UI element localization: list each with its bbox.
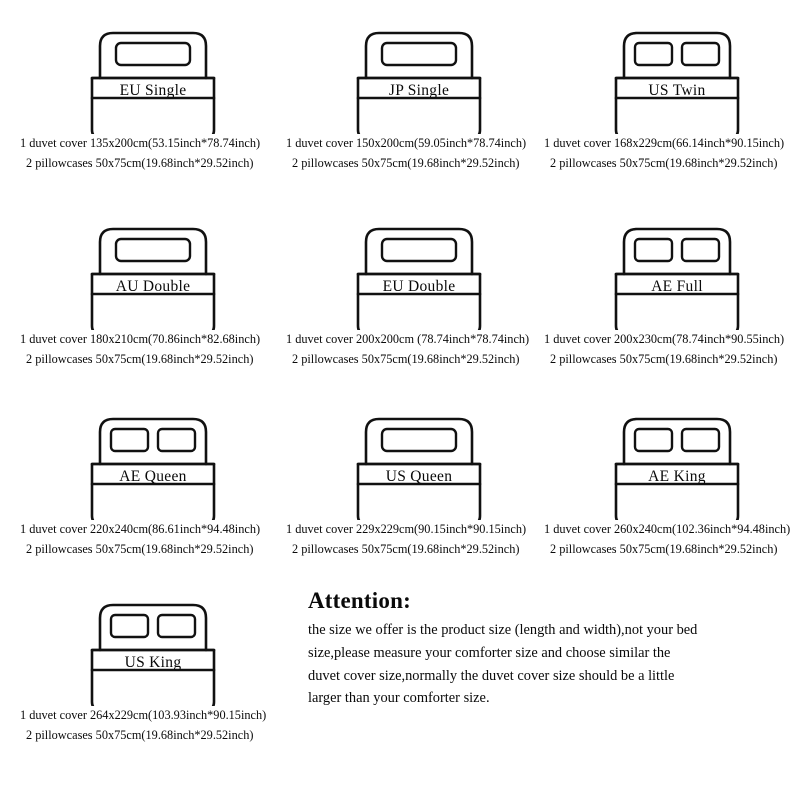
duvet-cover-spec: 1 duvet cover 180x210cm(70.86inch*82.68inch): [20, 332, 261, 346]
bed-illustration: [20, 16, 286, 134]
pillowcase-spec: 2 pillowcases 50x75cm(19.68inch*29.52inch): [550, 541, 778, 556]
bed-size-card: [286, 212, 552, 370]
bed-size-card: [20, 16, 286, 174]
attention-title: Attention:: [308, 588, 411, 613]
bed-illustration: [286, 16, 552, 134]
bed-illustration: [544, 16, 800, 134]
bed-size-label: AE Queen: [119, 468, 187, 485]
duvet-cover-spec: 1 duvet cover 260x240cm(102.36inch*94.48inch): [544, 522, 791, 536]
bed-icon: [602, 16, 752, 139]
attention-block: [300, 588, 792, 710]
bed-illustration: [286, 402, 552, 520]
bed-size-caption: [286, 520, 552, 560]
duvet-cover-spec: 1 duvet cover 220x240cm(86.61inch*94.48inch): [20, 522, 261, 536]
bed-size-caption: [544, 520, 800, 560]
bed-size-card: [544, 212, 800, 370]
bed-size-card: [544, 16, 800, 174]
attention-line: size,please measure your comforter size and choose similar the: [308, 644, 671, 661]
bed-size-caption: [286, 330, 552, 370]
bed-size-caption: [286, 134, 552, 174]
bed-size-label: EU Double: [382, 278, 456, 295]
duvet-cover-spec: 1 duvet cover 229x229cm(90.15inch*90.15inch): [286, 522, 527, 536]
bed-size-card: [286, 402, 552, 560]
bed-icon: [78, 588, 228, 711]
bed-size-label: US King: [124, 654, 182, 671]
bed-icon: [344, 16, 494, 139]
bed-size-caption: [20, 134, 286, 174]
pillowcase-spec: 2 pillowcases 50x75cm(19.68inch*29.52inch): [26, 727, 254, 742]
pillowcase-spec: 2 pillowcases 50x75cm(19.68inch*29.52inch): [26, 541, 254, 556]
bed-size-label: AE King: [648, 468, 706, 485]
pillowcase-spec: 2 pillowcases 50x75cm(19.68inch*29.52inch): [292, 351, 520, 366]
bed-icon: [602, 212, 752, 335]
duvet-cover-spec: 1 duvet cover 200x230cm(78.74inch*90.55inch): [544, 332, 785, 346]
bed-illustration: [544, 402, 800, 520]
bed-size-caption: [544, 134, 800, 174]
bed-icon: [344, 402, 494, 525]
bed-illustration: [20, 402, 286, 520]
bed-size-caption: [20, 520, 286, 560]
bed-size-caption: [20, 330, 286, 370]
duvet-cover-spec: 1 duvet cover 135x200cm(53.15inch*78.74inch): [20, 136, 261, 150]
attention-body: [308, 619, 792, 710]
duvet-cover-spec: 1 duvet cover 200x200cm (78.74inch*78.74inch): [286, 332, 530, 346]
bed-size-card: [20, 588, 286, 746]
bed-size-label: US Queen: [385, 468, 453, 485]
pillowcase-spec: 2 pillowcases 50x75cm(19.68inch*29.52inch): [550, 155, 778, 170]
bed-size-label: AU Double: [115, 278, 191, 295]
duvet-cover-spec: 1 duvet cover 150x200cm(59.05inch*78.74inch): [286, 136, 527, 150]
bed-size-caption: [544, 330, 800, 370]
pillowcase-spec: 2 pillowcases 50x75cm(19.68inch*29.52inch): [26, 155, 254, 170]
bed-icon: [78, 212, 228, 335]
bed-size-card: [20, 402, 286, 560]
bed-size-card: [20, 212, 286, 370]
duvet-cover-spec: 1 duvet cover 168x229cm(66.14inch*90.15inch): [544, 136, 785, 150]
duvet-cover-spec: 1 duvet cover 264x229cm(103.93inch*90.15inch): [20, 708, 267, 722]
attention-line: the size we offer is the product size (length and width),not your bed: [308, 622, 698, 638]
bed-size-label: JP Single: [388, 82, 450, 99]
bed-icon: [602, 402, 752, 525]
bed-size-label: US Twin: [648, 82, 706, 99]
bed-icon: [78, 402, 228, 525]
bed-icon: [344, 212, 494, 335]
pillowcase-spec: 2 pillowcases 50x75cm(19.68inch*29.52inch): [26, 351, 254, 366]
pillowcase-spec: 2 pillowcases 50x75cm(19.68inch*29.52inch): [292, 155, 520, 170]
bed-illustration: [20, 212, 286, 330]
bed-illustration: [20, 588, 286, 706]
pillowcase-spec: 2 pillowcases 50x75cm(19.68inch*29.52inch): [550, 351, 778, 366]
bed-illustration: [286, 212, 552, 330]
bed-illustration: [544, 212, 800, 330]
bed-size-caption: [20, 706, 286, 746]
bed-size-label: AE Full: [651, 278, 703, 295]
bed-size-card: [286, 16, 552, 174]
bed-size-label: EU Single: [119, 82, 187, 99]
bed-icon: [78, 16, 228, 139]
attention-line: larger than your comforter size.: [308, 690, 490, 707]
bed-size-card: [544, 402, 800, 560]
attention-line: duvet cover size,normally the duvet cover size should be a little: [308, 667, 675, 684]
pillowcase-spec: 2 pillowcases 50x75cm(19.68inch*29.52inch): [292, 541, 520, 556]
